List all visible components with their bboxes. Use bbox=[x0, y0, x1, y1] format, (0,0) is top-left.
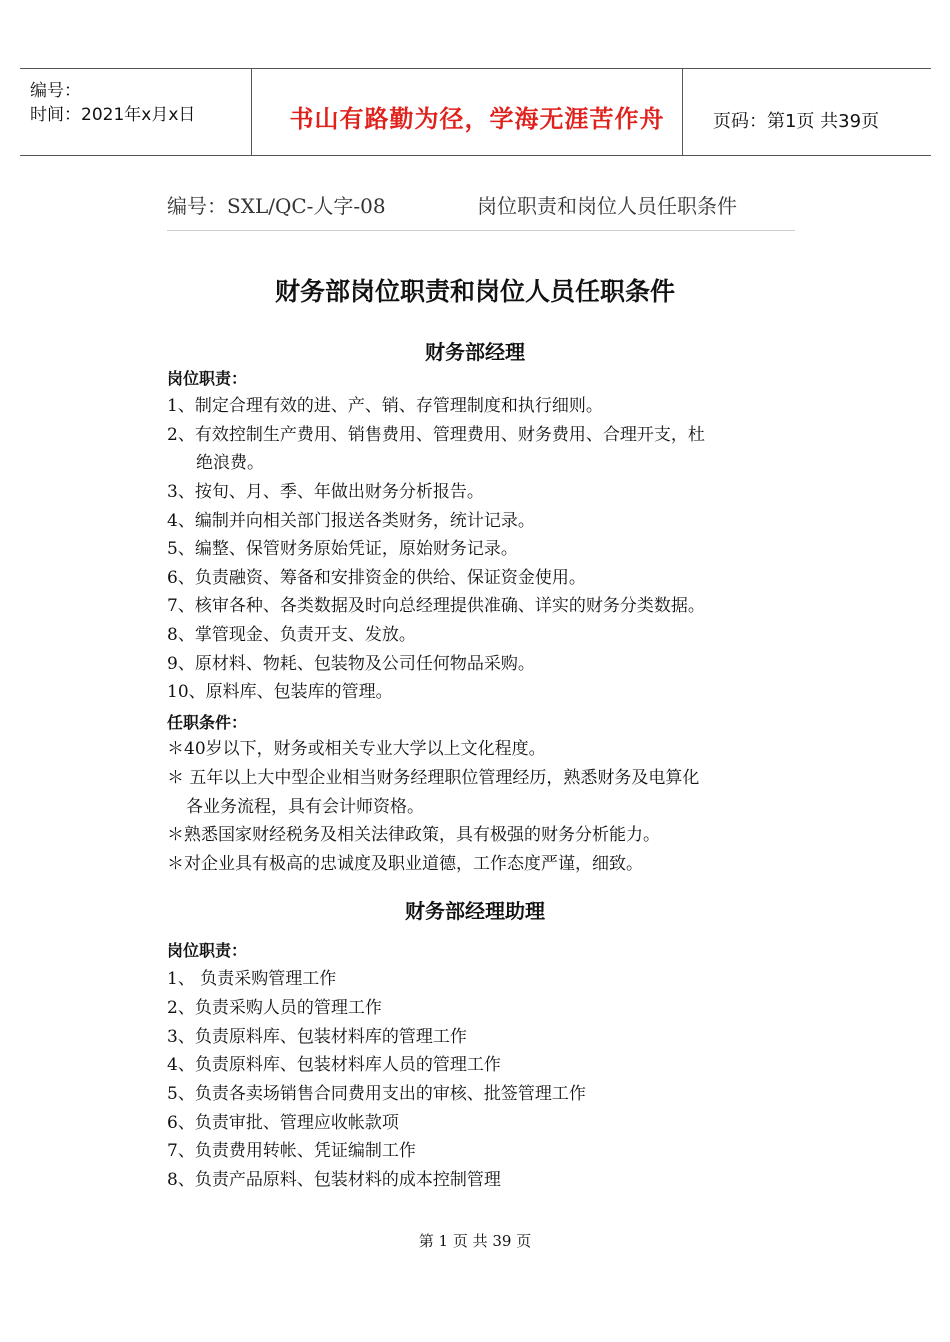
header-time-label: 时间：2021年x月x日 bbox=[30, 105, 196, 125]
list-item: 7、核审各种、各类数据及时向总经理提供准确、详实的财务分类数据。 bbox=[167, 596, 705, 616]
list-item: 2、有效控制生产费用、销售费用、管理费用、财务费用、合理开支，杜 bbox=[167, 425, 705, 445]
page-footer: 第 1 页 共 39 页 bbox=[418, 1232, 532, 1250]
list-item: 2、负责采购人员的管理工作 bbox=[167, 998, 382, 1018]
section-heading: 财务部经理 bbox=[425, 340, 525, 364]
list-item: 8、掌管现金、负责开支、发放。 bbox=[167, 625, 416, 645]
list-item: 10、原料库、包装库的管理。 bbox=[167, 682, 393, 702]
header-code-label: 编号： bbox=[30, 81, 81, 101]
list-item: ＊40岁以下，财务或相关专业大学以上文化程度。 bbox=[167, 739, 546, 759]
page-header bbox=[20, 68, 931, 156]
list-item: 8、负责产品原料、包装材料的成本控制管理 bbox=[167, 1170, 501, 1190]
header-divider bbox=[682, 69, 683, 155]
list-item: 5、编整、保管财务原始凭证，原始财务记录。 bbox=[167, 539, 518, 559]
section-heading: 财务部经理助理 bbox=[405, 899, 545, 923]
list-item: ＊ 五年以上大中型企业相当财务经理职位管理经历，熟悉财务及电算化 bbox=[167, 768, 700, 788]
header-meta bbox=[30, 79, 250, 127]
header-motto: 书山有路勤为径，学海无涯苦作舟 bbox=[289, 105, 665, 133]
list-item: ＊熟悉国家财经税务及相关法律政策，具有极强的财务分析能力。 bbox=[167, 825, 660, 845]
duties-label: 岗位职责： bbox=[167, 941, 248, 960]
list-item: 6、负责审批、管理应收帐款项 bbox=[167, 1113, 399, 1133]
document-number: 编号：SXL/QC-人字-08 bbox=[167, 194, 386, 218]
list-item: 各业务流程，具有会计师资格。 bbox=[186, 797, 424, 817]
list-item: 4、编制并向相关部门报送各类财务，统计记录。 bbox=[167, 511, 535, 531]
list-item: 7、负责费用转帐、凭证编制工作 bbox=[167, 1141, 416, 1161]
page-title: 财务部岗位职责和岗位人员任职条件 bbox=[274, 277, 675, 306]
document-number-line bbox=[167, 190, 795, 231]
list-item: 4、负责原料库、包装材料库人员的管理工作 bbox=[167, 1055, 501, 1075]
list-item: 1、 负责采购管理工作 bbox=[167, 969, 337, 989]
list-item: 6、负责融资、筹备和安排资金的供给、保证资金使用。 bbox=[167, 568, 586, 588]
list-item: 1、制定合理有效的进、产、销、存管理制度和执行细则。 bbox=[167, 396, 603, 416]
header-page-label: 页码：第1页 共39页 bbox=[713, 111, 880, 132]
requirements-label: 任职条件： bbox=[167, 713, 248, 732]
list-item: 9、原材料、物耗、包装物及公司任何物品采购。 bbox=[167, 654, 535, 674]
list-item: 绝浪费。 bbox=[196, 453, 264, 473]
document-subject: 岗位职责和岗位人员任职条件 bbox=[477, 194, 737, 218]
duties-label: 岗位职责： bbox=[167, 369, 248, 388]
list-item: 5、负责各卖场销售合同费用支出的审核、批签管理工作 bbox=[167, 1084, 586, 1104]
list-item: 3、按旬、月、季、年做出财务分析报告。 bbox=[167, 482, 484, 502]
list-item: ＊对企业具有极高的忠诚度及职业道德，工作态度严谨，细致。 bbox=[167, 854, 643, 874]
list-item: 3、负责原料库、包装材料库的管理工作 bbox=[167, 1027, 467, 1047]
